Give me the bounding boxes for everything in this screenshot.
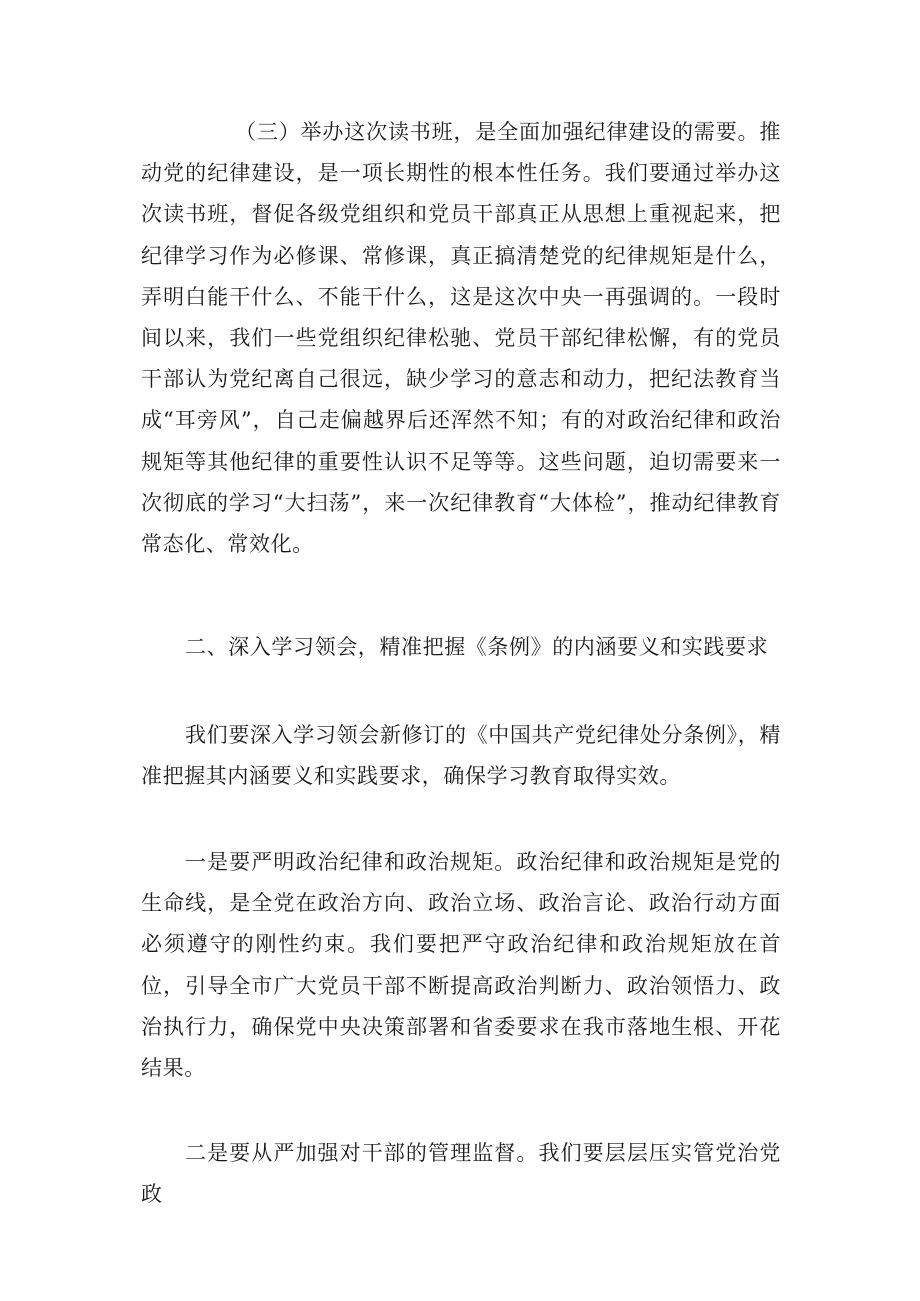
section-heading-two: 二、深入学习领会，精准把握《条例》的内涵要义和实践要求 (185, 635, 769, 659)
paragraph-discipline-building: （三）举办这次读书班，是全面加强纪律建设的需要。推动党的纪律建设，是一项长期性的根本性任务。我们要通过举办这次读书班，督促各级党组织和党员干部真正从思想上重视起来，把纪律学习作为必修课、常修课，真正搞清楚党的纪律规矩是什么，弄明白能干什么、不能干什么，这是这次中央一再强调的。一段时间以来，我们一些党组织纪律松驰、党员干部纪律松懈，有的党员干部认为党纪离自己很远，缺少学习的意志和动力，把纪法教育当成“耳旁风”，自己走偏越界后还浑然不知；有的对政治纪律和政治规矩等其他纪律的重要性认识不足等等。这些问题，迫切需要来一次彻底的学习“大扫荡”，来一次纪律教育“大体检”，推动纪律教育常态化、常效化。 (141, 120, 781, 557)
paragraph-study-regulations: 我们要深入学习领会新修订的《中国共产党纪律处分条例》，精准把握其内涵要义和实践要求，确保学习教育取得实效。 (141, 723, 781, 789)
paragraph-political-discipline: 一是要严明政治纪律和政治规矩。政治纪律和政治规矩是党的生命线，是全党在政治方向、政治立场、政治言论、政治行动方面必须遵守的刚性约束。我们要把严守政治纪律和政治规矩放在首位，引导全市广大党员干部不断提高政治判断力、政治领悟力、政治执行力，确保党中央决策部署和省委要求在我市落地生根、开花结果。 (141, 850, 781, 1081)
paragraph-cadre-supervision: 二是要从严加强对干部的管理监督。我们要层层压实管党治党政 (141, 1141, 781, 1207)
